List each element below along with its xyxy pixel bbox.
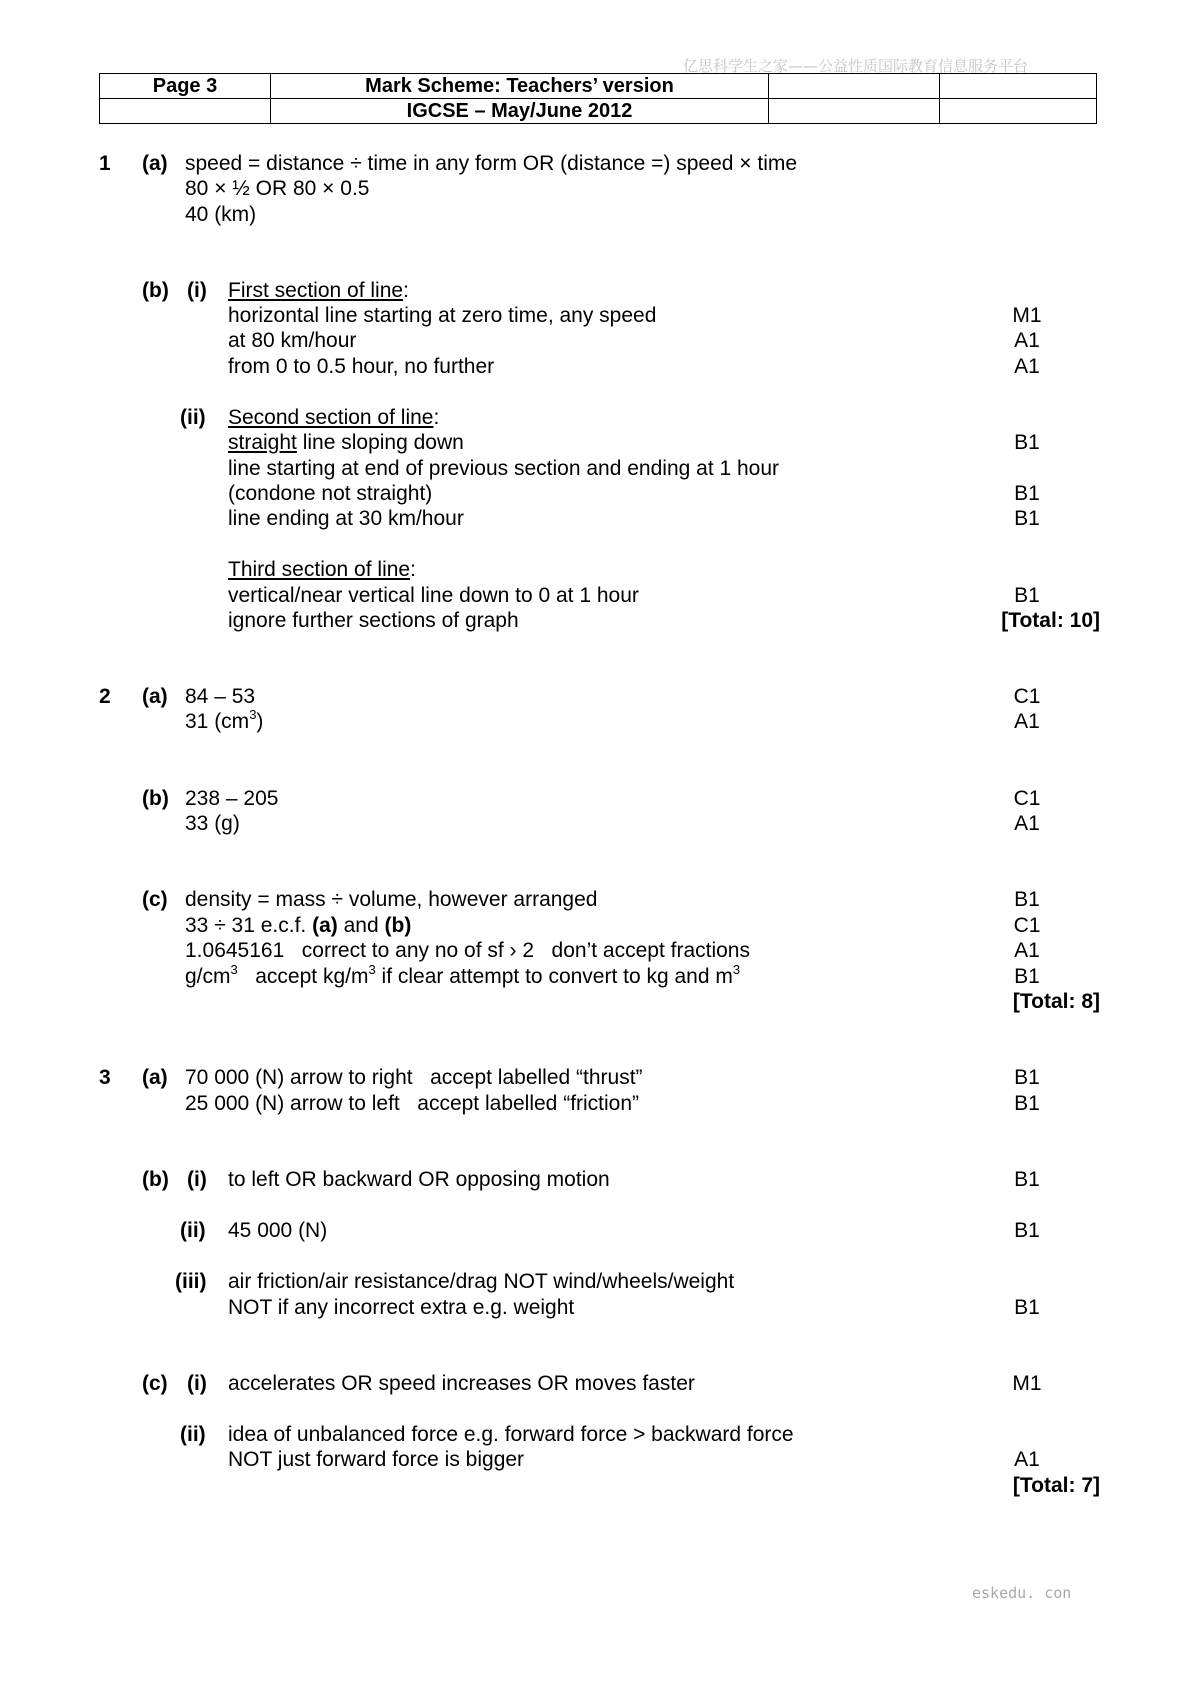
q3a-line1: 70 000 (N) arrow to right accept labelled “thrust” bbox=[185, 1066, 643, 1089]
q1bii-line6: ignore further sections of graph bbox=[228, 609, 519, 632]
q1bii-line1: straight line sloping down bbox=[228, 431, 464, 454]
q1a-label: (a) bbox=[142, 152, 168, 175]
q2c-mark4: B1 bbox=[1014, 965, 1040, 988]
q3bii-mark1: B1 bbox=[1014, 1219, 1040, 1242]
q1bi-heading: First section of line: bbox=[228, 279, 409, 302]
q2b-mark1: C1 bbox=[1013, 787, 1041, 810]
q3b-label: (b) bbox=[142, 1168, 169, 1191]
q2c-line1: density = mass ÷ volume, however arranged bbox=[185, 888, 598, 911]
q1bii-mark1: B1 bbox=[1014, 431, 1040, 454]
q1bi-label: (i) bbox=[187, 279, 207, 302]
q1a-line2: 80 × ½ OR 80 × 0.5 bbox=[185, 177, 370, 200]
header-table bbox=[99, 73, 1097, 124]
q1bii-line3: (condone not straight) bbox=[228, 482, 433, 505]
q3cii-line2: NOT just forward force is bigger bbox=[228, 1448, 525, 1471]
q3biii-line2: NOT if any incorrect extra e.g. weight bbox=[228, 1296, 575, 1319]
q2a-mark2: A1 bbox=[1014, 710, 1040, 733]
header-empty-2 bbox=[940, 74, 1097, 99]
q2b-line1: 238 – 205 bbox=[185, 787, 279, 810]
header-empty-1 bbox=[769, 74, 940, 99]
q3bi-mark1: B1 bbox=[1014, 1168, 1040, 1191]
q2-total: [Total: 8] bbox=[1012, 990, 1100, 1013]
q2c-line2: 33 ÷ 31 e.c.f. (a) and (b) bbox=[185, 914, 412, 937]
header-empty-5 bbox=[940, 99, 1097, 124]
q1bi-mark3: A1 bbox=[1014, 355, 1040, 378]
q2c-label: (c) bbox=[142, 888, 168, 911]
q3cii-label: (ii) bbox=[180, 1423, 206, 1446]
q3biii-line1: air friction/air resistance/drag NOT wind/wheels/weight bbox=[228, 1270, 735, 1293]
q1bi-line3: from 0 to 0.5 hour, no further bbox=[228, 355, 495, 378]
q2c-mark3: A1 bbox=[1014, 939, 1040, 962]
q3a-mark2: B1 bbox=[1014, 1092, 1040, 1115]
q1bi-mark1: M1 bbox=[1012, 304, 1042, 327]
watermark-bottom: eskedu. con bbox=[972, 1584, 1072, 1602]
q3a-label: (a) bbox=[142, 1066, 168, 1089]
q1bi-mark2: A1 bbox=[1014, 329, 1040, 352]
q2b-line2: 33 (g) bbox=[185, 812, 240, 835]
q2a-line2: 31 $(cm^3)$ bbox=[185, 707, 264, 733]
q3c-label: (c) bbox=[142, 1372, 168, 1395]
q1bii-mark5: B1 bbox=[1014, 584, 1040, 607]
q1bi-line2: at 80 km/hour bbox=[228, 329, 357, 352]
q1bii-heading2: Third section of line: bbox=[228, 558, 416, 581]
q1bii-mark3: B1 bbox=[1014, 482, 1040, 505]
q3cii-line1: idea of unbalanced force e.g. forward force > backward force bbox=[228, 1423, 794, 1446]
header-empty-3 bbox=[100, 99, 271, 124]
header-page: Page 3 bbox=[100, 74, 271, 99]
q2-number: 2 bbox=[99, 685, 111, 708]
q3bi-label: (i) bbox=[187, 1168, 207, 1191]
q2b-label: (b) bbox=[142, 787, 169, 810]
q1bii-line5: vertical/near vertical line down to 0 at 1 hour bbox=[228, 584, 639, 607]
q3bii-label: (ii) bbox=[180, 1219, 206, 1242]
q1bii-line4: line ending at 30 km/hour bbox=[228, 507, 464, 530]
q1bii-mark4: B1 bbox=[1014, 507, 1040, 530]
q2a-label: (a) bbox=[142, 685, 168, 708]
q1bii-label: (ii) bbox=[180, 406, 206, 429]
q2b-mark2: A1 bbox=[1014, 812, 1040, 835]
header-title: Mark Scheme: Teachers’ version bbox=[271, 74, 769, 99]
q3ci-line1: accelerates OR speed increases OR moves faster bbox=[228, 1372, 695, 1395]
q3cii-mark2: A1 bbox=[1014, 1448, 1040, 1471]
q3a-line2: 25 000 (N) arrow to left accept labelled “friction” bbox=[185, 1092, 640, 1115]
header-subtitle: IGCSE – May/June 2012 bbox=[271, 99, 769, 124]
q1bii-line2: line starting at end of previous section and ending at 1 hour bbox=[228, 457, 780, 480]
q3ci-mark1: M1 bbox=[1012, 1372, 1042, 1395]
q2c-mark1: B1 bbox=[1014, 888, 1040, 911]
q3bi-line1: to left OR backward OR opposing motion bbox=[228, 1168, 610, 1191]
q1-total: [Total: 10] bbox=[1001, 609, 1100, 632]
q1bi-line1: horizontal line starting at zero time, any speed bbox=[228, 304, 657, 327]
q2a-mark1: C1 bbox=[1013, 685, 1041, 708]
q1b-label: (b) bbox=[142, 279, 169, 302]
q3biii-label: (iii) bbox=[175, 1270, 207, 1293]
q3biii-mark2: B1 bbox=[1014, 1296, 1040, 1319]
q1a-line1: speed = distance ÷ time in any form OR (distance =) speed × time bbox=[185, 152, 798, 175]
q3bii-line1: 45 000 (N) bbox=[228, 1219, 328, 1242]
q1bii-heading: Second section of line: bbox=[228, 406, 440, 429]
q2a-line1: 84 – 53 bbox=[185, 685, 256, 708]
q3a-mark1: B1 bbox=[1014, 1066, 1040, 1089]
q3-number: 3 bbox=[99, 1066, 111, 1089]
watermark-top: 亿思科学生之家——公益性质国际教育信息服务平台 bbox=[683, 57, 1029, 75]
q3ci-label: (i) bbox=[187, 1372, 207, 1395]
q2c-line4: $g/cm^3$ accept $kg/m^3$ if clear attempt to convert to kg and $m^3$ bbox=[185, 962, 741, 988]
q1a-line3: 40 (km) bbox=[185, 203, 257, 226]
q1-number: 1 bbox=[99, 152, 111, 175]
q2c-mark2: C1 bbox=[1013, 914, 1041, 937]
header-empty-4 bbox=[769, 99, 940, 124]
q2c-line3: 1.0645161 correct to any no of sf › 2 don’t accept fractions bbox=[185, 939, 750, 962]
q3-total: [Total: 7] bbox=[1012, 1474, 1100, 1497]
